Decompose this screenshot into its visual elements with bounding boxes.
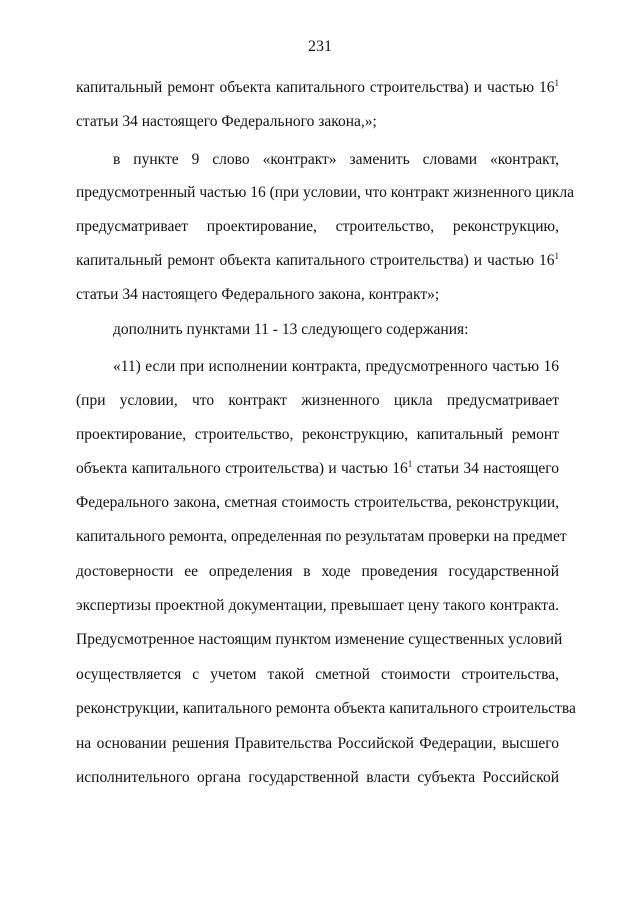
text-line: реконструкции, капитального ремонта объекта капитального строительства xyxy=(76,700,576,717)
text-line: на основании решения Правительства Российской Федерации, высшего xyxy=(76,735,559,752)
text-line: (при условии, что контракт жизненного цикла предусматривает xyxy=(76,392,559,409)
text-line: исполнительного органа государственной власти субъекта Российской xyxy=(76,769,559,786)
text-line: достоверности ее определения в ходе проведения государственной xyxy=(76,563,559,580)
text-line: предусматривает проектирование, строительство, реконструкцию, xyxy=(76,218,559,235)
line-text: объекта капитального строительства) и частью 16 xyxy=(76,460,408,477)
text-line xyxy=(76,251,559,271)
text-line xyxy=(76,78,559,98)
text-line: экспертизы проектной документации, превышает цену такого контракта. xyxy=(76,597,559,614)
text-line: дополнить пунктами 11 - 13 следующего содержания: xyxy=(113,321,469,338)
page-number: 231 xyxy=(308,38,332,55)
superscript: 1 xyxy=(554,250,559,261)
line-text: статьи 34 настоящего xyxy=(412,460,559,477)
text-line xyxy=(76,459,559,479)
text-line: капитального ремонта, определенная по результатам проверки на предмет xyxy=(76,528,567,545)
text-line: Предусмотренное настоящим пунктом изменение существенных условий xyxy=(76,631,563,648)
line-text: капитальный ремонт объекта капитального строительства) и частью 16 xyxy=(76,79,555,96)
text-line: проектирование, строительство, реконструкцию, капитальный ремонт xyxy=(76,426,559,443)
text-line: «11) если при исполнении контракта, предусмотренного частью 16 xyxy=(113,358,559,375)
text-line: статьи 34 настоящего Федерального закона,»; xyxy=(76,113,377,130)
text-line: статьи 34 настоящего Федерального закона, контракт»; xyxy=(76,286,440,303)
superscript: 1 xyxy=(407,458,413,469)
superscript: 1 xyxy=(554,77,559,88)
text-line: Федерального закона, сметная стоимость строительства, реконструкции, xyxy=(76,494,559,511)
text-line: предусмотренный частью 16 (при условии, что контракт жизненного цикла xyxy=(76,184,575,201)
text-line: осуществляется с учетом такой сметной стоимости строительства, xyxy=(76,666,559,683)
text-line: в пункте 9 слово «контракт» заменить словами «контракт, xyxy=(113,151,559,168)
line-text: капитальный ремонт объекта капитального строительства) и частью 16 xyxy=(76,252,555,269)
